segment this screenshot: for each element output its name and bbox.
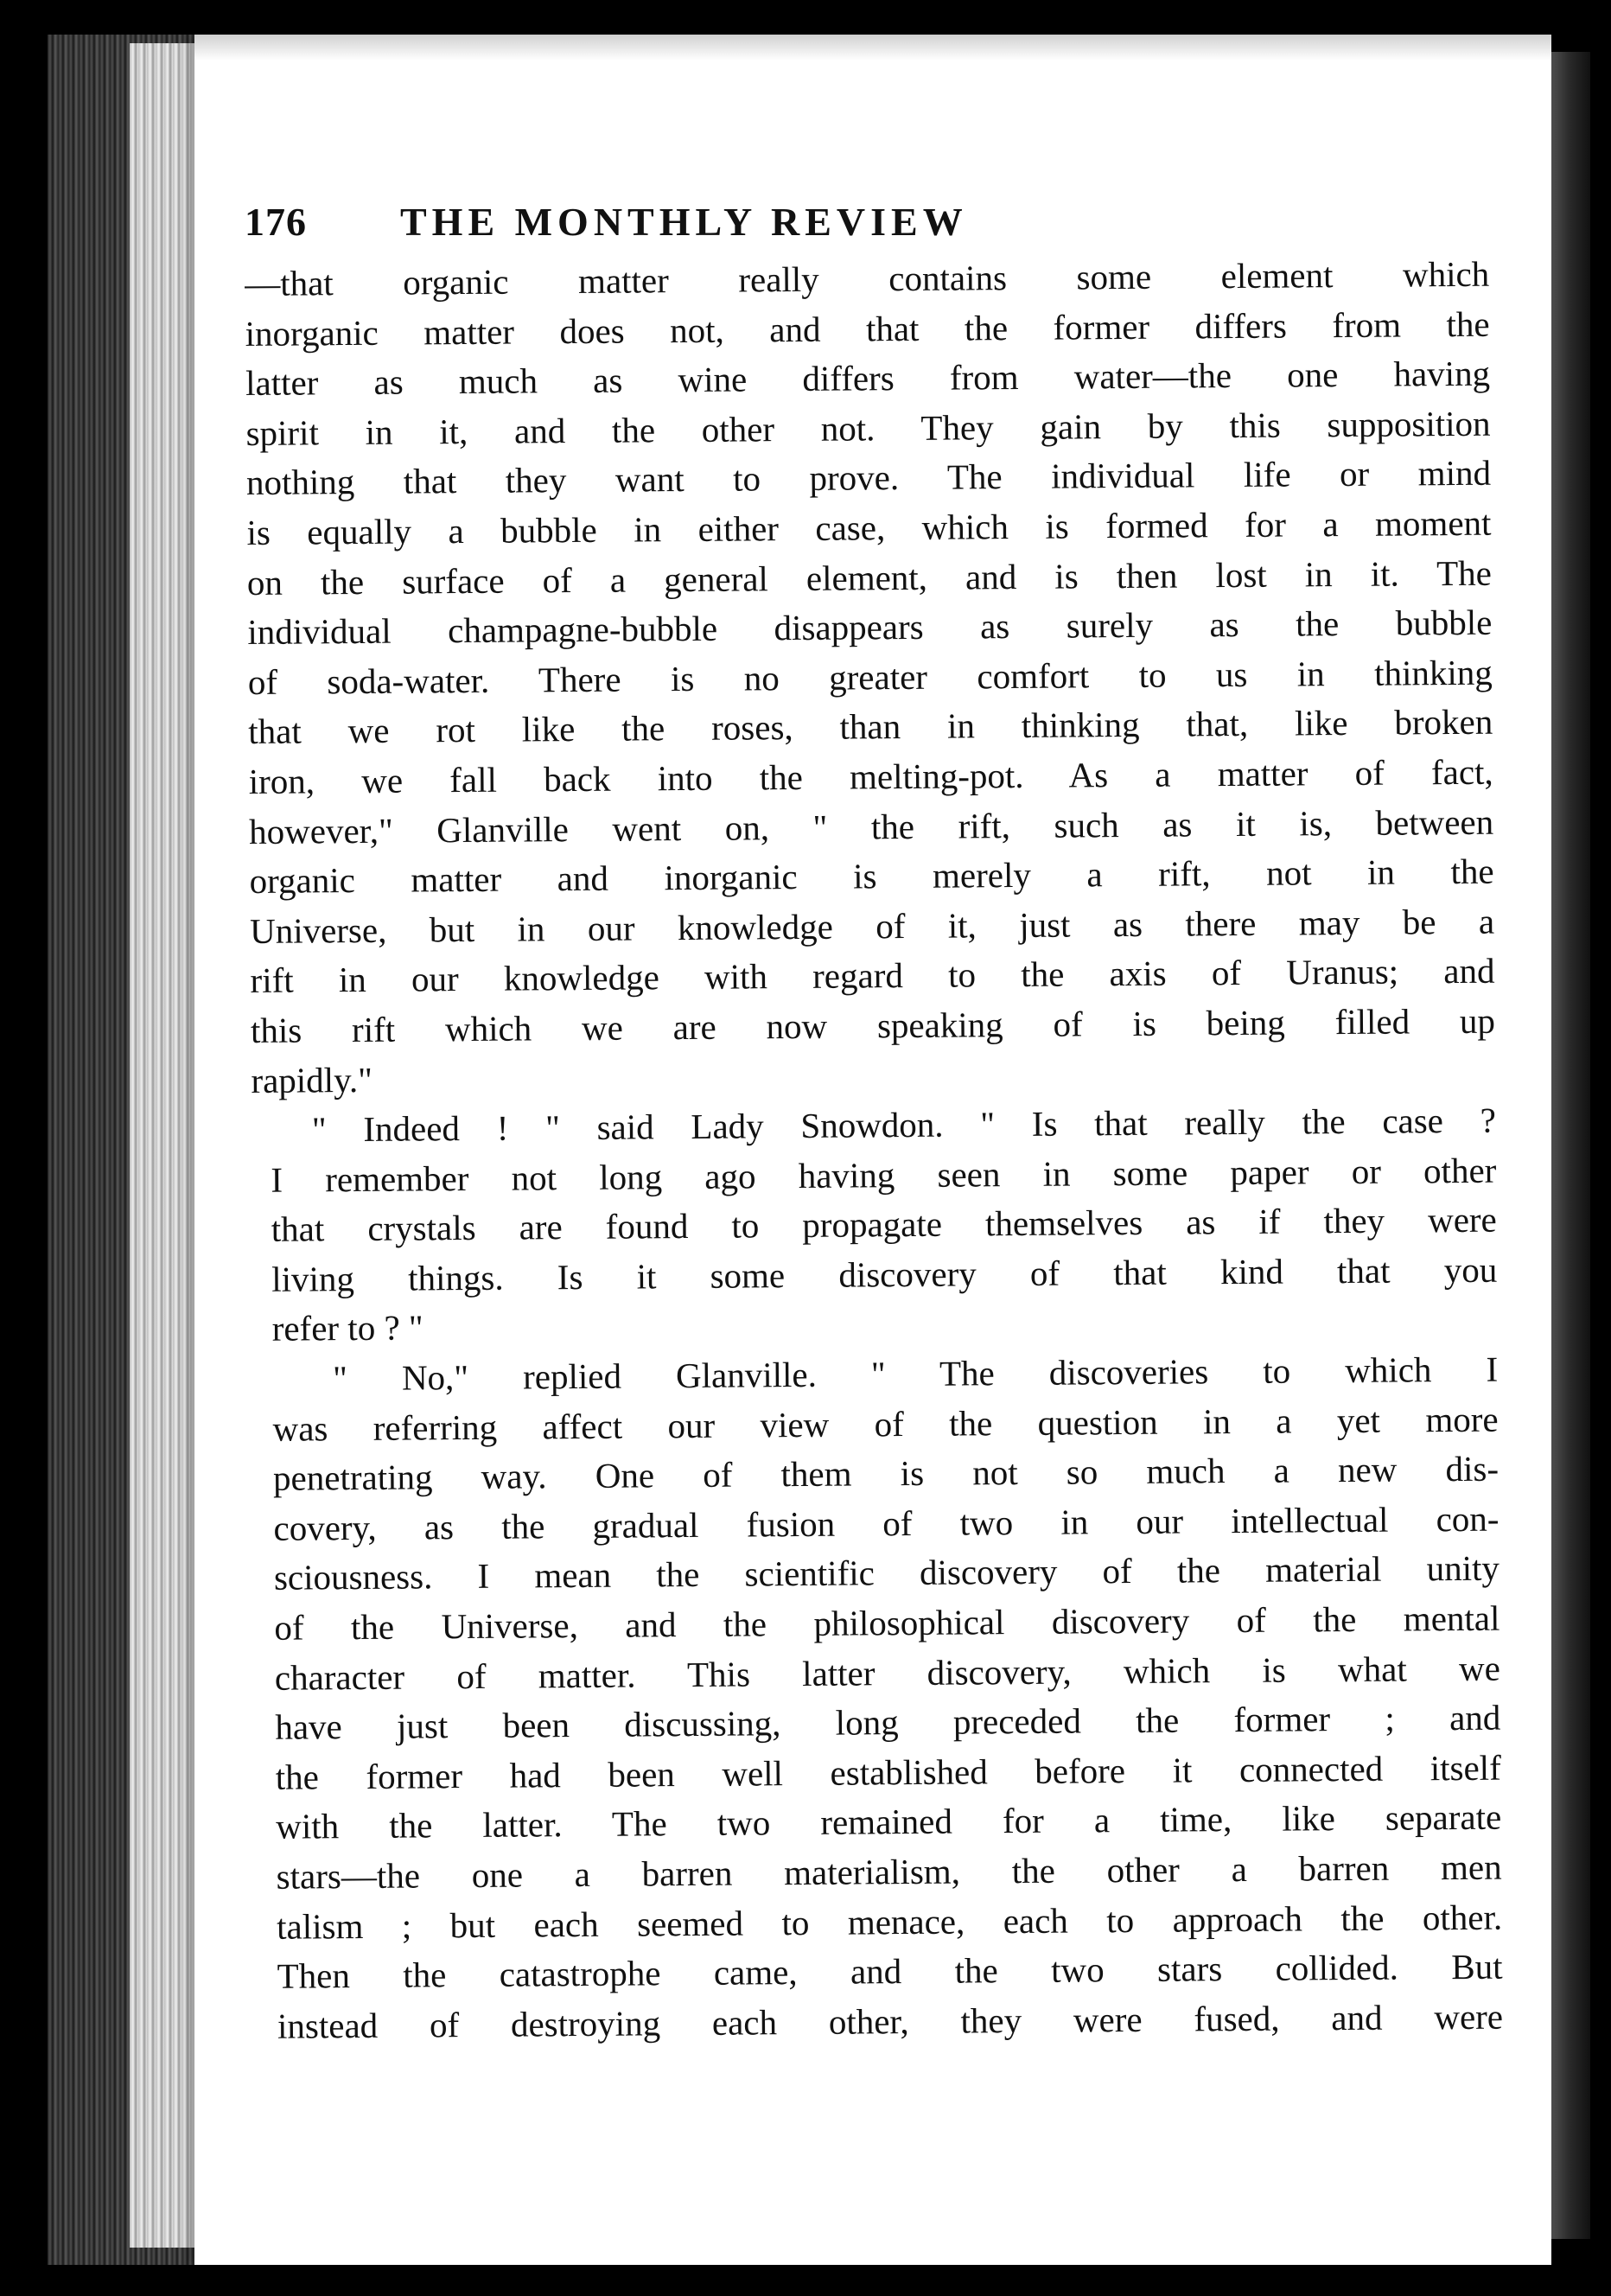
text-line: Then the catastrophe came, and the two stars collided. But — [277, 1946, 1503, 1996]
text-line: stars—the one a barren materialism, the other a barren men — [276, 1846, 1502, 1897]
running-head: THE MONTHLY REVIEW — [400, 200, 968, 244]
text-line: talism ; but each seemed to menace, each to approach the other. — [276, 1897, 1503, 1947]
text-line: of the Universe, and the philosophical discovery of the mental — [274, 1598, 1500, 1648]
text-line: the former had been well established before it connected itself — [275, 1747, 1501, 1797]
text-line: latter as much as wine differs from water—the one having — [245, 353, 1491, 404]
page-top-shadow — [194, 35, 1551, 61]
text-line: refer to ? " — [271, 1307, 423, 1349]
page-number: 176 — [245, 200, 307, 244]
text-line: " No," replied Glanville. " The discoveries to which I — [332, 1349, 1499, 1399]
text-line: with the latter. The two remained for a time, like separate — [276, 1797, 1502, 1847]
text-line: covery, as the gradual fusion of two in our intellectual con- — [273, 1498, 1500, 1548]
text-line: —that organic matter really contains some element which — [245, 253, 1490, 303]
text-line: spirit in it, and the other not. They gain by this supposition — [245, 403, 1491, 453]
text-line: inorganic matter does not, and that the former differs from the — [245, 303, 1490, 354]
text-line: " Indeed ! " said Lady Snowdon. " Is that really the case ? — [311, 1100, 1497, 1150]
text-line: living things. Is it some discovery of that kind that you — [271, 1249, 1498, 1299]
text-line: that crystals are found to propagate themselves as if they were — [271, 1199, 1497, 1250]
text-line: instead of destroying each other, they were fused, and were — [277, 1996, 1504, 2046]
text-line: have just been discussing, long preceded the former ; and — [275, 1697, 1501, 1747]
text-line: however," Glanville went on, " the rift, such as it is, between — [249, 801, 1494, 851]
text-line: this rift which we are now speaking of is being filled up — [250, 1000, 1496, 1050]
text-line: is equally a bubble in either case, which is formed for a moment — [246, 502, 1492, 552]
text-line: Universe, but in our knowledge of it, just as there may be a — [249, 901, 1495, 951]
text-line: I remember not long ago having seen in some paper or other — [271, 1150, 1497, 1200]
body-text — [245, 250, 1503, 2052]
text-line: was referring affect our view of the question in a yet more — [272, 1399, 1499, 1449]
text-line: of soda-water. There is no greater comfort to us in thinking — [247, 652, 1493, 702]
text-line: rapidly." — [251, 1059, 373, 1100]
text-line: that we rot like the roses, than in thinking that, like broken — [248, 702, 1493, 752]
text-line: nothing that they want to prove. The individual life or mind — [245, 453, 1492, 503]
text-line: on the surface of a general element, and is then lost in it. The — [246, 552, 1493, 603]
text-line: penetrating way. One of them is not so much a new dis- — [272, 1448, 1500, 1499]
text-line: rift in our knowledge with regard to the axis of Uranus; and — [250, 950, 1495, 1001]
text-line: iron, we fall back into the melting-pot. As a matter of fact, — [248, 751, 1493, 801]
text-line: sciousness. I mean the scientific discovery of the material unity — [273, 1548, 1500, 1598]
page-header — [245, 199, 1238, 259]
text-line: individual champagne-bubble disappears as surely as the bubble — [247, 602, 1493, 653]
text-line: character of matter. This latter discovery, which is what we — [274, 1648, 1501, 1698]
text-line: organic matter and inorganic is merely a rift, not in the — [249, 851, 1494, 902]
